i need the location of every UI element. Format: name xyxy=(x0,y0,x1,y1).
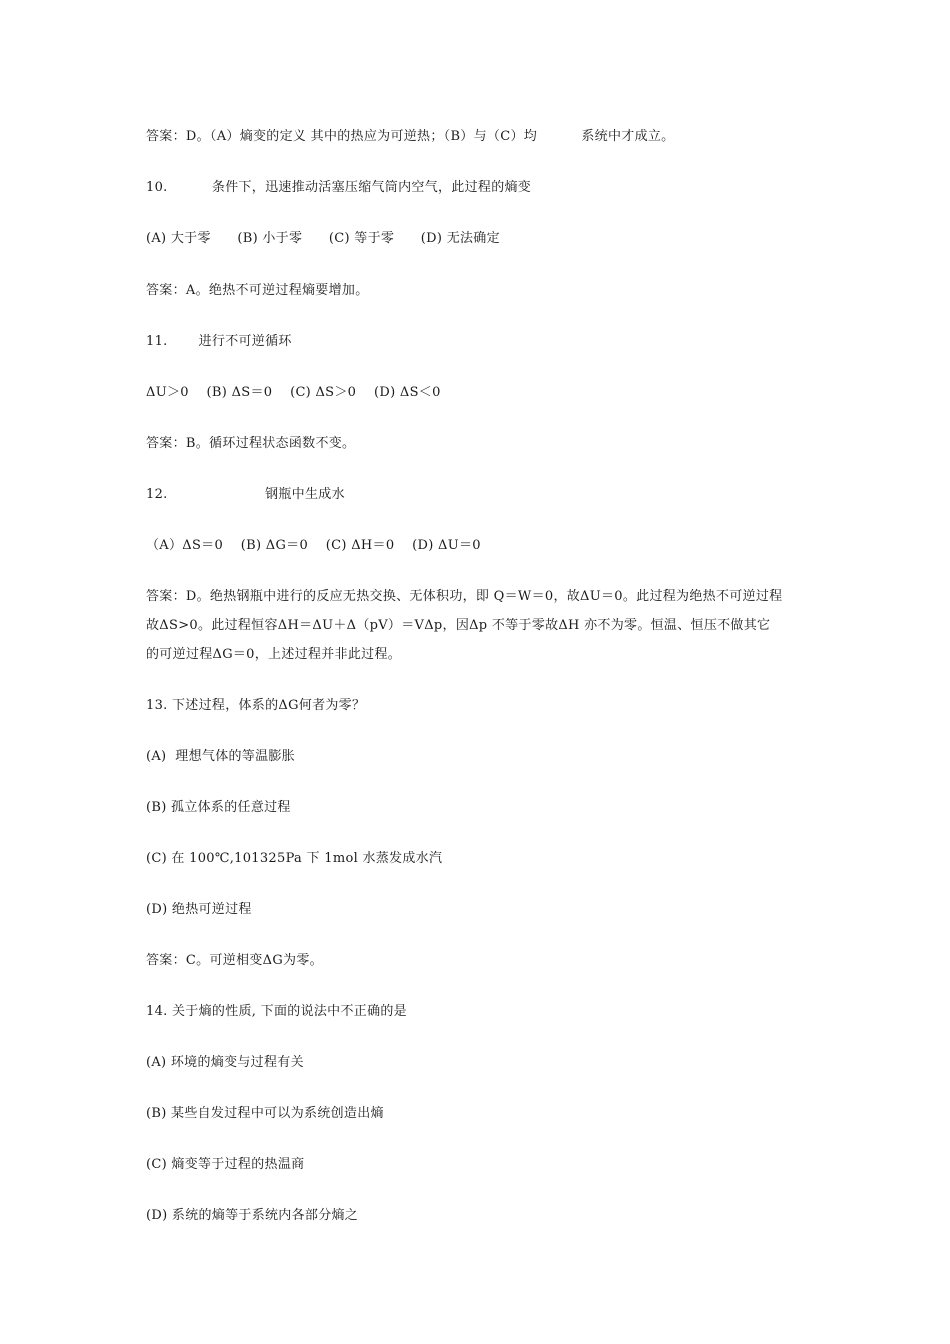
question-13-option-a: (A) 理想气体的等温膨胀 xyxy=(146,749,295,764)
question-12: 12. 钢瓶中生成水 xyxy=(146,487,345,502)
question-10-options: (A) 大于零 (B) 小于零 (C) 等于零 (D) 无法确定 xyxy=(146,231,500,246)
question-13-option-b: (B) 孤立体系的任意过程 xyxy=(146,800,291,815)
answer-10: 答案：A。绝热不可逆过程熵要增加。 xyxy=(146,283,369,298)
question-11-options: ΔU＞0 (B) ΔS＝0 (C) ΔS＞0 (D) ΔS＜0 xyxy=(146,385,441,400)
answer-12-line-2: 故ΔS>0。此过程恒容ΔH＝ΔU＋Δ（pV）＝VΔp，因Δp 不等于零故ΔH 亦不为零。恒温、恒压不做其它 xyxy=(146,618,771,633)
answer-11: 答案：B。循环过程状态函数不变。 xyxy=(146,436,356,451)
answer-12-line-3: 的可逆过程ΔG＝0，上述过程并非此过程。 xyxy=(146,647,402,662)
question-14-option-d: (D) 系统的熵等于系统内各部分熵之 xyxy=(146,1208,359,1223)
question-12-options: （A）ΔS＝0 (B) ΔG＝0 (C) ΔH＝0 (D) ΔU＝0 xyxy=(146,538,481,553)
question-10: 10. 条件下，迅速推动活塞压缩气筒内空气，此过程的熵变 xyxy=(146,180,532,195)
answer-12-line-1: 答案：D。绝热钢瓶中进行的反应无热交换、无体积功，即 Q＝W＝0，故ΔU＝0。此过程为绝热不可逆过程 xyxy=(146,589,783,604)
question-13: 13. 下述过程，体系的ΔG何者为零？ xyxy=(146,698,366,713)
question-14: 14. 关于熵的性质, 下面的说法中不正确的是 xyxy=(146,1004,407,1019)
question-14-option-a: (A) 环境的熵变与过程有关 xyxy=(146,1055,304,1070)
answer-9: 答案：D。（A）熵变的定义 其中的热应为可逆热；（B）与（C）均 系统中才成立。 xyxy=(146,129,675,144)
question-13-option-d: (D) 绝热可逆过程 xyxy=(146,902,252,917)
question-14-option-b: (B) 某些自发过程中可以为系统创造出熵 xyxy=(146,1106,384,1121)
question-14-option-c: (C) 熵变等于过程的热温商 xyxy=(146,1157,305,1172)
question-13-option-c: (C) 在 100℃,101325Pa 下 1mol 水蒸发成水汽 xyxy=(146,851,443,866)
question-11: 11. 进行不可逆循环 xyxy=(146,334,292,349)
answer-13: 答案：C。可逆相变ΔG为零。 xyxy=(146,953,323,968)
